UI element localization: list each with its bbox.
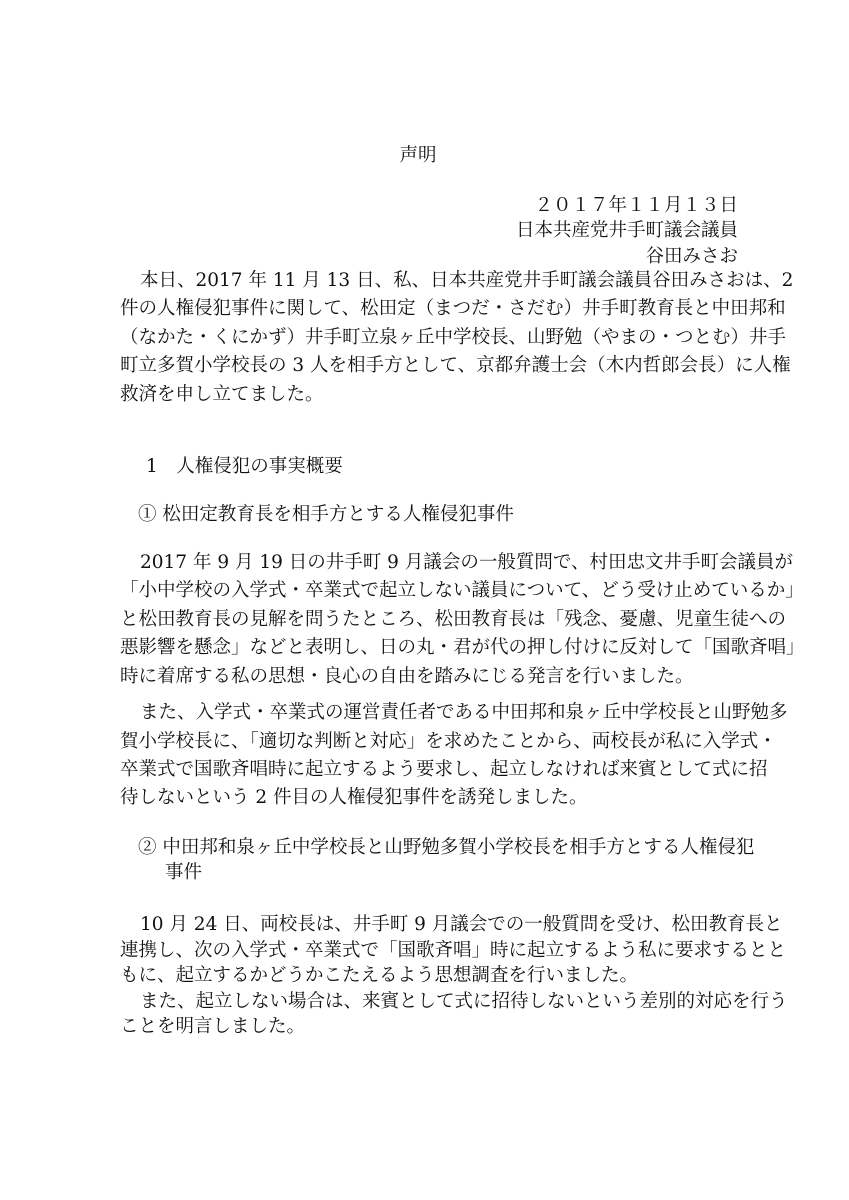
paragraph-3-line: 卒業式で国歌斉唱時に起立するよう要求し、起立しなければ来賓として式に招 (120, 759, 768, 780)
paragraph-4-line: 10 月 24 日、両校長は、井手町 9 月議会での一般質問を受け、松田教育長と (140, 914, 783, 935)
paragraph-3-line: また、入学式・卒業式の運営責任者である中田邦和泉ヶ丘中学校長と山野勉多 (140, 702, 788, 723)
subsection-heading: ② 中田邦和泉ヶ丘中学校長と山野勉多賀小学校長を相手方とする人権侵犯 (138, 837, 755, 858)
paragraph-1-line: （なかた・くにかず）井手町立泉ヶ丘中学校長、山野勉（やまの・つとむ）井手 (120, 327, 787, 348)
subsection-heading: ① 松田定教育長を相手方とする人権侵犯事件 (138, 504, 514, 525)
section-heading: 1 人権侵犯の事実概要 (146, 456, 343, 477)
affiliation: 日本共産党井手町議会議員 (515, 220, 738, 241)
paragraph-1-line: 本日、2017 年 11 月 13 日、私、日本共産党井手町議会議員谷田みさおは、2 (140, 270, 794, 291)
paragraph-2-line: と松田教育長の見解を問うたところ、松田教育長は「残念、憂慮、児童生徒への (120, 609, 787, 630)
paragraph-3-line: 賀小学校長に、「適切な判断と対応」を求めたことから、両校長が私に入学式・ (120, 731, 777, 752)
document-title: 声明 (399, 145, 437, 166)
paragraph-4-line: もに、起立するかどうかこたえるよう思想調査を行いました。 (120, 965, 639, 986)
paragraph-4-line: 連携し、次の入学式・卒業式で「国歌斉唱」時に起立するよう私に要求するとと (120, 940, 787, 961)
author: 谷田みさお (645, 246, 738, 267)
paragraph-1-line: 件の人権侵犯事件に関して、松田定（まつだ・さだむ）井手町教育長と中田邦和 (120, 298, 786, 319)
paragraph-2-line: 「小中学校の入学式・卒業式で起立しない議員について、どう受け止めているか」 (120, 580, 804, 601)
paragraph-2-line: 時に着席する私の思想・良心の自由を踏みにじる発言を行いました。 (120, 666, 694, 687)
paragraph-2-line: 悪影響を懸念」などと表明し、日の丸・君が代の押し付けに反対して「国歌斉唱」 (120, 637, 805, 658)
paragraph-4-line: ことを明言しました。 (120, 1016, 306, 1037)
paragraph-3-line: 待しないという 2 件目の人権侵犯事件を誘発しました。 (120, 787, 588, 808)
paragraph-2-line: 2017 年 9 月 19 日の井手町 9 月議会の一般質問で、村田忠文井手町会議員が (140, 552, 793, 573)
date: ２０１７年１１月１３日 (534, 195, 738, 216)
subsection-heading-cont: 事件 (165, 862, 203, 883)
paragraph-4-line: また、起立しない場合は、来賓として式に招待しないという差別的対応を行う (140, 991, 788, 1012)
paragraph-1-line: 町立多賀小学校長の 3 人を相手方として、京都弁護士会（木内哲郎会長）に人権 (120, 355, 791, 376)
paragraph-1-line: 救済を申し立てました。 (120, 384, 324, 405)
